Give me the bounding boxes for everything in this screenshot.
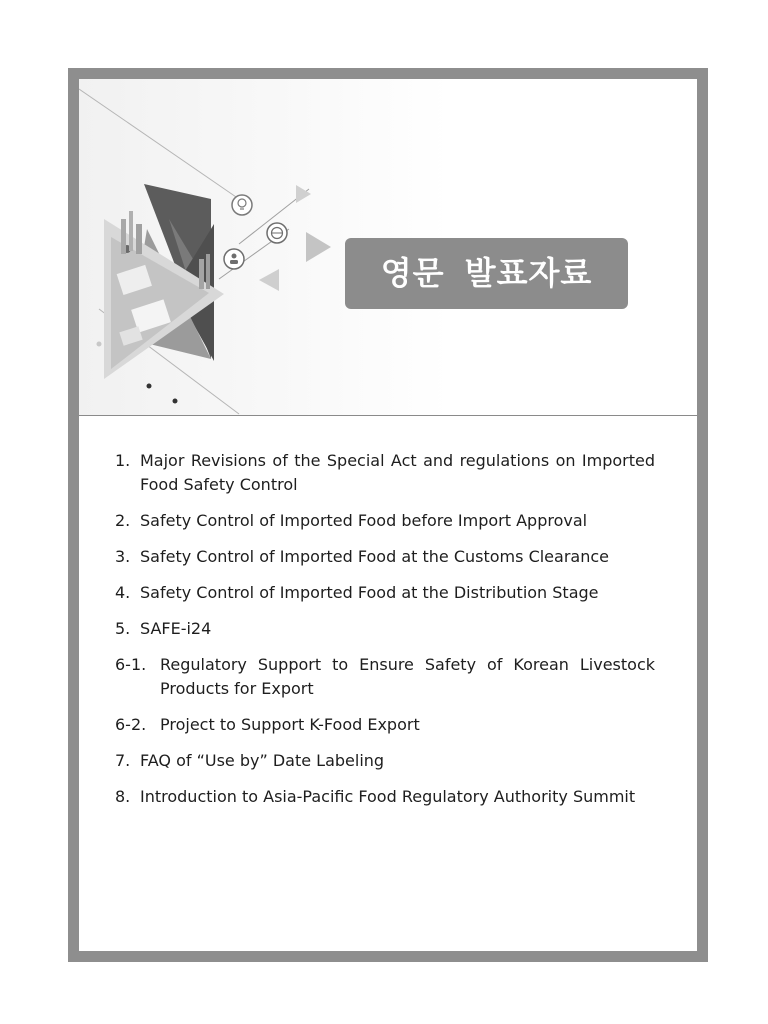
skyline-building — [136, 224, 142, 254]
decor-line — [79, 89, 239, 199]
toc-item-4 — [115, 581, 655, 605]
lightbulb-icon — [232, 195, 252, 215]
toc-item-text: Introduction to Asia-Pacific Food Regulatory Authority Summit — [140, 787, 636, 806]
toc-item-text: Project to Support K-Food Export — [160, 715, 420, 734]
toc-item-8 — [115, 785, 655, 809]
toc-item-number: 1. — [115, 451, 131, 470]
people-icon — [224, 249, 244, 269]
toc-item-text: Major Revisions of the Special Act and regulations on Imported Food Safety Control — [140, 451, 655, 494]
toc-item-text: SAFE-i24 — [140, 619, 212, 638]
decor-triangle-small — [296, 185, 311, 203]
page-frame — [68, 68, 708, 962]
toc-item-number: 5. — [115, 619, 131, 638]
toc-item-number: 2. — [115, 511, 131, 530]
skyline-building — [121, 219, 126, 254]
globe-icon — [267, 223, 287, 243]
toc-item-number: 6-2. — [115, 715, 147, 734]
toc-item-text: Safety Control of Imported Food at the Distribution Stage — [140, 583, 599, 602]
decor-dot — [173, 399, 178, 404]
decor-triangle-small — [259, 269, 279, 291]
decor-dot — [147, 384, 152, 389]
toc-item-text: FAQ of “Use by” Date Labeling — [140, 751, 385, 770]
toc-item-number: 3. — [115, 547, 131, 566]
decor-triangle-small — [306, 232, 331, 262]
skyline-building — [206, 254, 210, 289]
toc-item-2 — [115, 509, 655, 533]
table-of-contents — [115, 449, 655, 821]
skyline-building — [199, 259, 204, 289]
toc-item-number: 7. — [115, 751, 131, 770]
toc-item-6-2 — [115, 713, 655, 737]
toc-item-5 — [115, 617, 655, 641]
header-section — [79, 79, 697, 416]
toc-item-text: Safety Control of Imported Food before Import Approval — [140, 511, 588, 530]
toc-item-3 — [115, 545, 655, 569]
toc-item-6-1 — [115, 653, 655, 701]
toc-item-number: 8. — [115, 787, 131, 806]
toc-item-7 — [115, 749, 655, 773]
skyline-building — [129, 211, 133, 251]
toc-item-number: 4. — [115, 583, 131, 602]
decor-dot — [97, 342, 102, 347]
toc-item-text: Regulatory Support to Ensure Safety of Korean Livestock Products for Export — [160, 655, 655, 698]
toc-item-number: 6-1. — [115, 655, 147, 674]
page-title: 영문 발표자료 — [345, 238, 628, 309]
toc-item-1 — [115, 449, 655, 497]
toc-item-text: Safety Control of Imported Food at the Customs Clearance — [140, 547, 609, 566]
